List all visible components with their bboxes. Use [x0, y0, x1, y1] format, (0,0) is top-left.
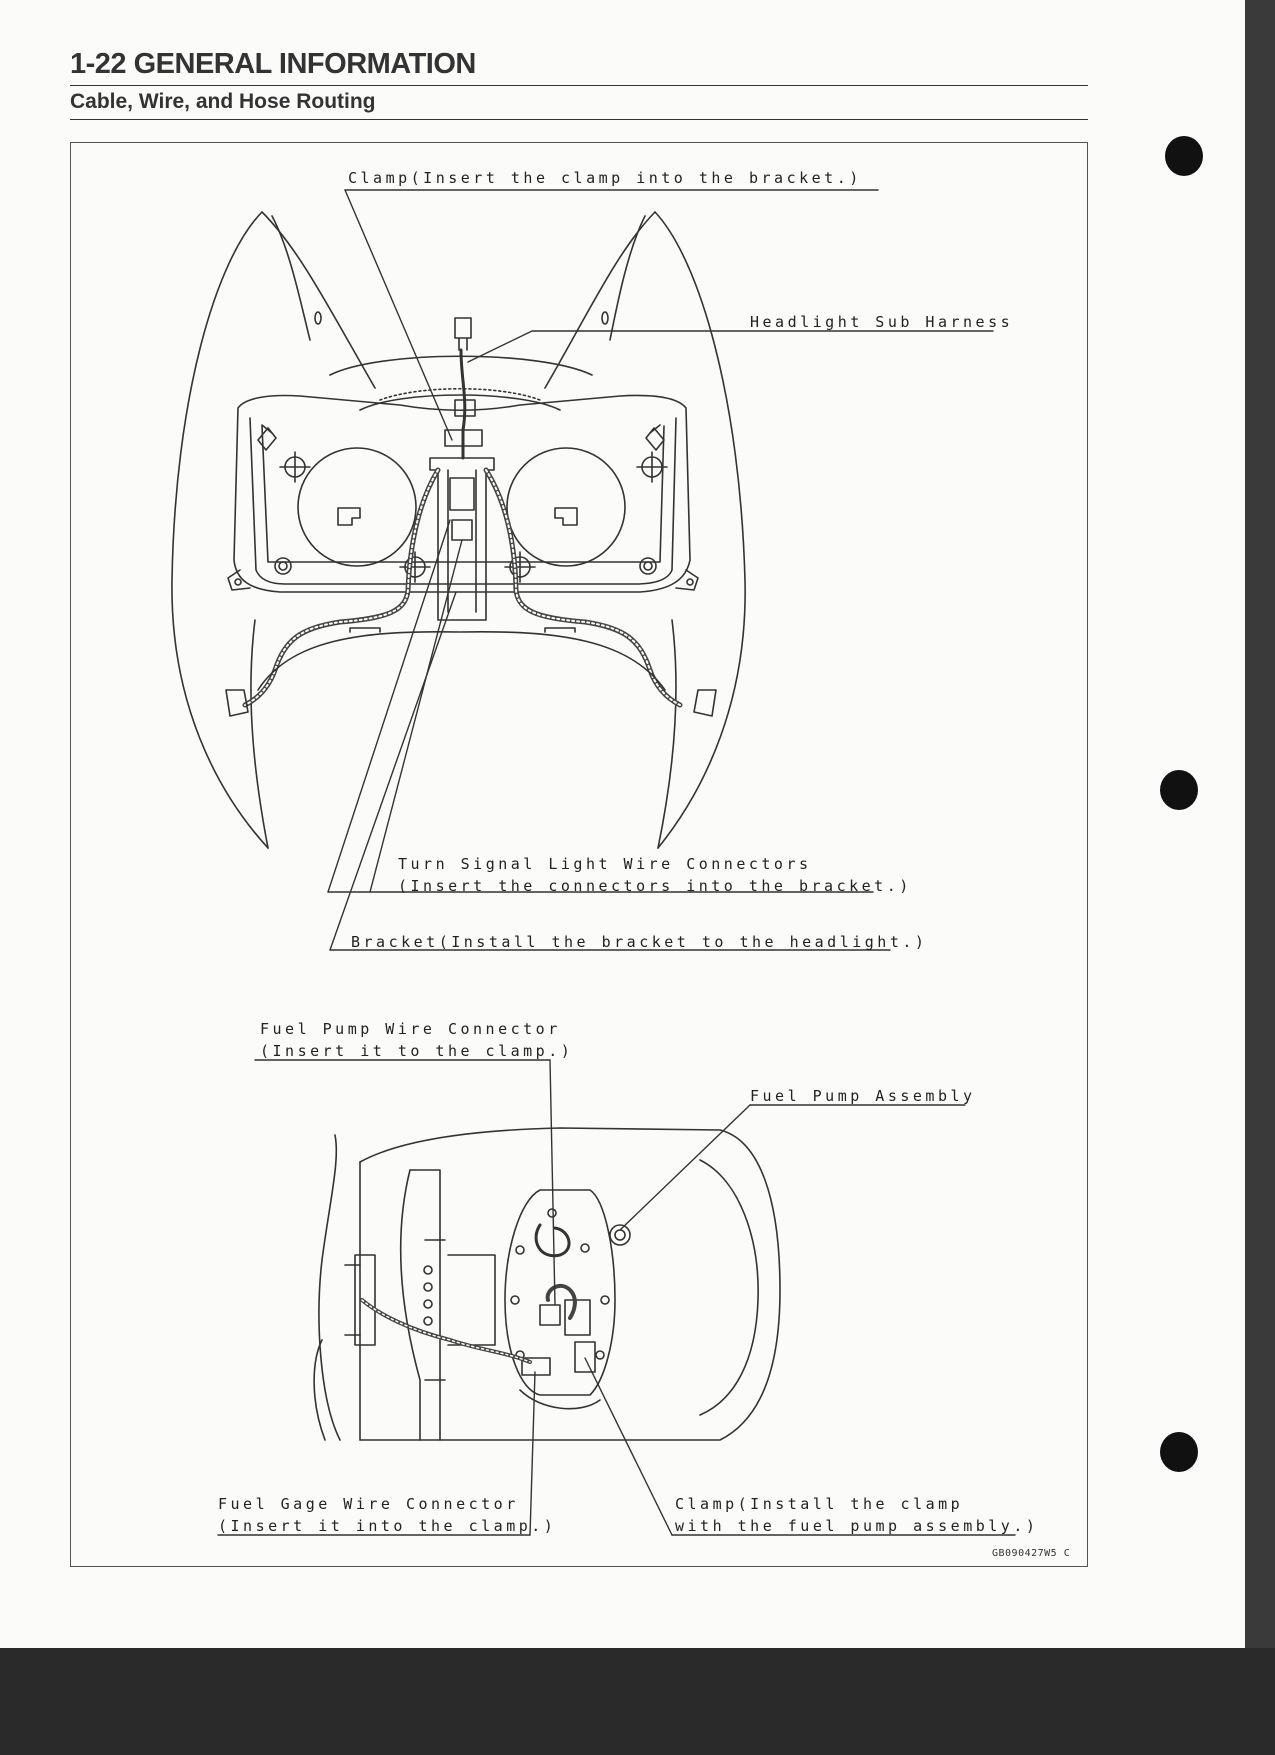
front-fairing-drawing: [172, 212, 745, 848]
label-fuel-gage-wire-line2: (Insert it into the clamp.): [218, 1517, 557, 1535]
page-title: 1-22 GENERAL INFORMATION: [70, 48, 476, 80]
label-headlight-sub-harness: Headlight Sub Harness: [750, 313, 1014, 331]
label-clamp-top: Clamp(Insert the clamp into the bracket.): [348, 169, 862, 187]
label-clamp-bottom-line1: Clamp(Install the clamp: [675, 1495, 964, 1513]
fuel-tank-drawing: [314, 1128, 780, 1440]
label-fuel-pump-assembly: Fuel Pump Assembly: [750, 1087, 976, 1105]
label-fuel-gage-wire-line1: Fuel Gage Wire Connector: [218, 1495, 519, 1513]
scan-edge: [1245, 0, 1275, 1648]
label-fuel-pump-wire-line1: Fuel Pump Wire Connector: [260, 1020, 561, 1038]
binder-hole-middle: [1160, 770, 1198, 810]
fuel-leader-lines: [218, 1060, 1015, 1535]
label-fuel-pump-wire-line2: (Insert it to the clamp.): [260, 1042, 574, 1060]
section-subtitle: Cable, Wire, and Hose Routing: [70, 90, 376, 113]
figure-code: GB090427W5 C: [992, 1548, 1071, 1559]
label-bracket: Bracket(Install the bracket to the headlight.): [351, 933, 928, 951]
binder-hole-top: [1165, 136, 1203, 176]
label-clamp-bottom-line2: with the fuel pump assembly.): [675, 1517, 1039, 1535]
label-turn-signal-line1: Turn Signal Light Wire Connectors: [398, 855, 812, 873]
binder-hole-bottom: [1160, 1432, 1198, 1472]
label-turn-signal-line2: (Insert the connectors into the bracket.): [398, 877, 912, 895]
